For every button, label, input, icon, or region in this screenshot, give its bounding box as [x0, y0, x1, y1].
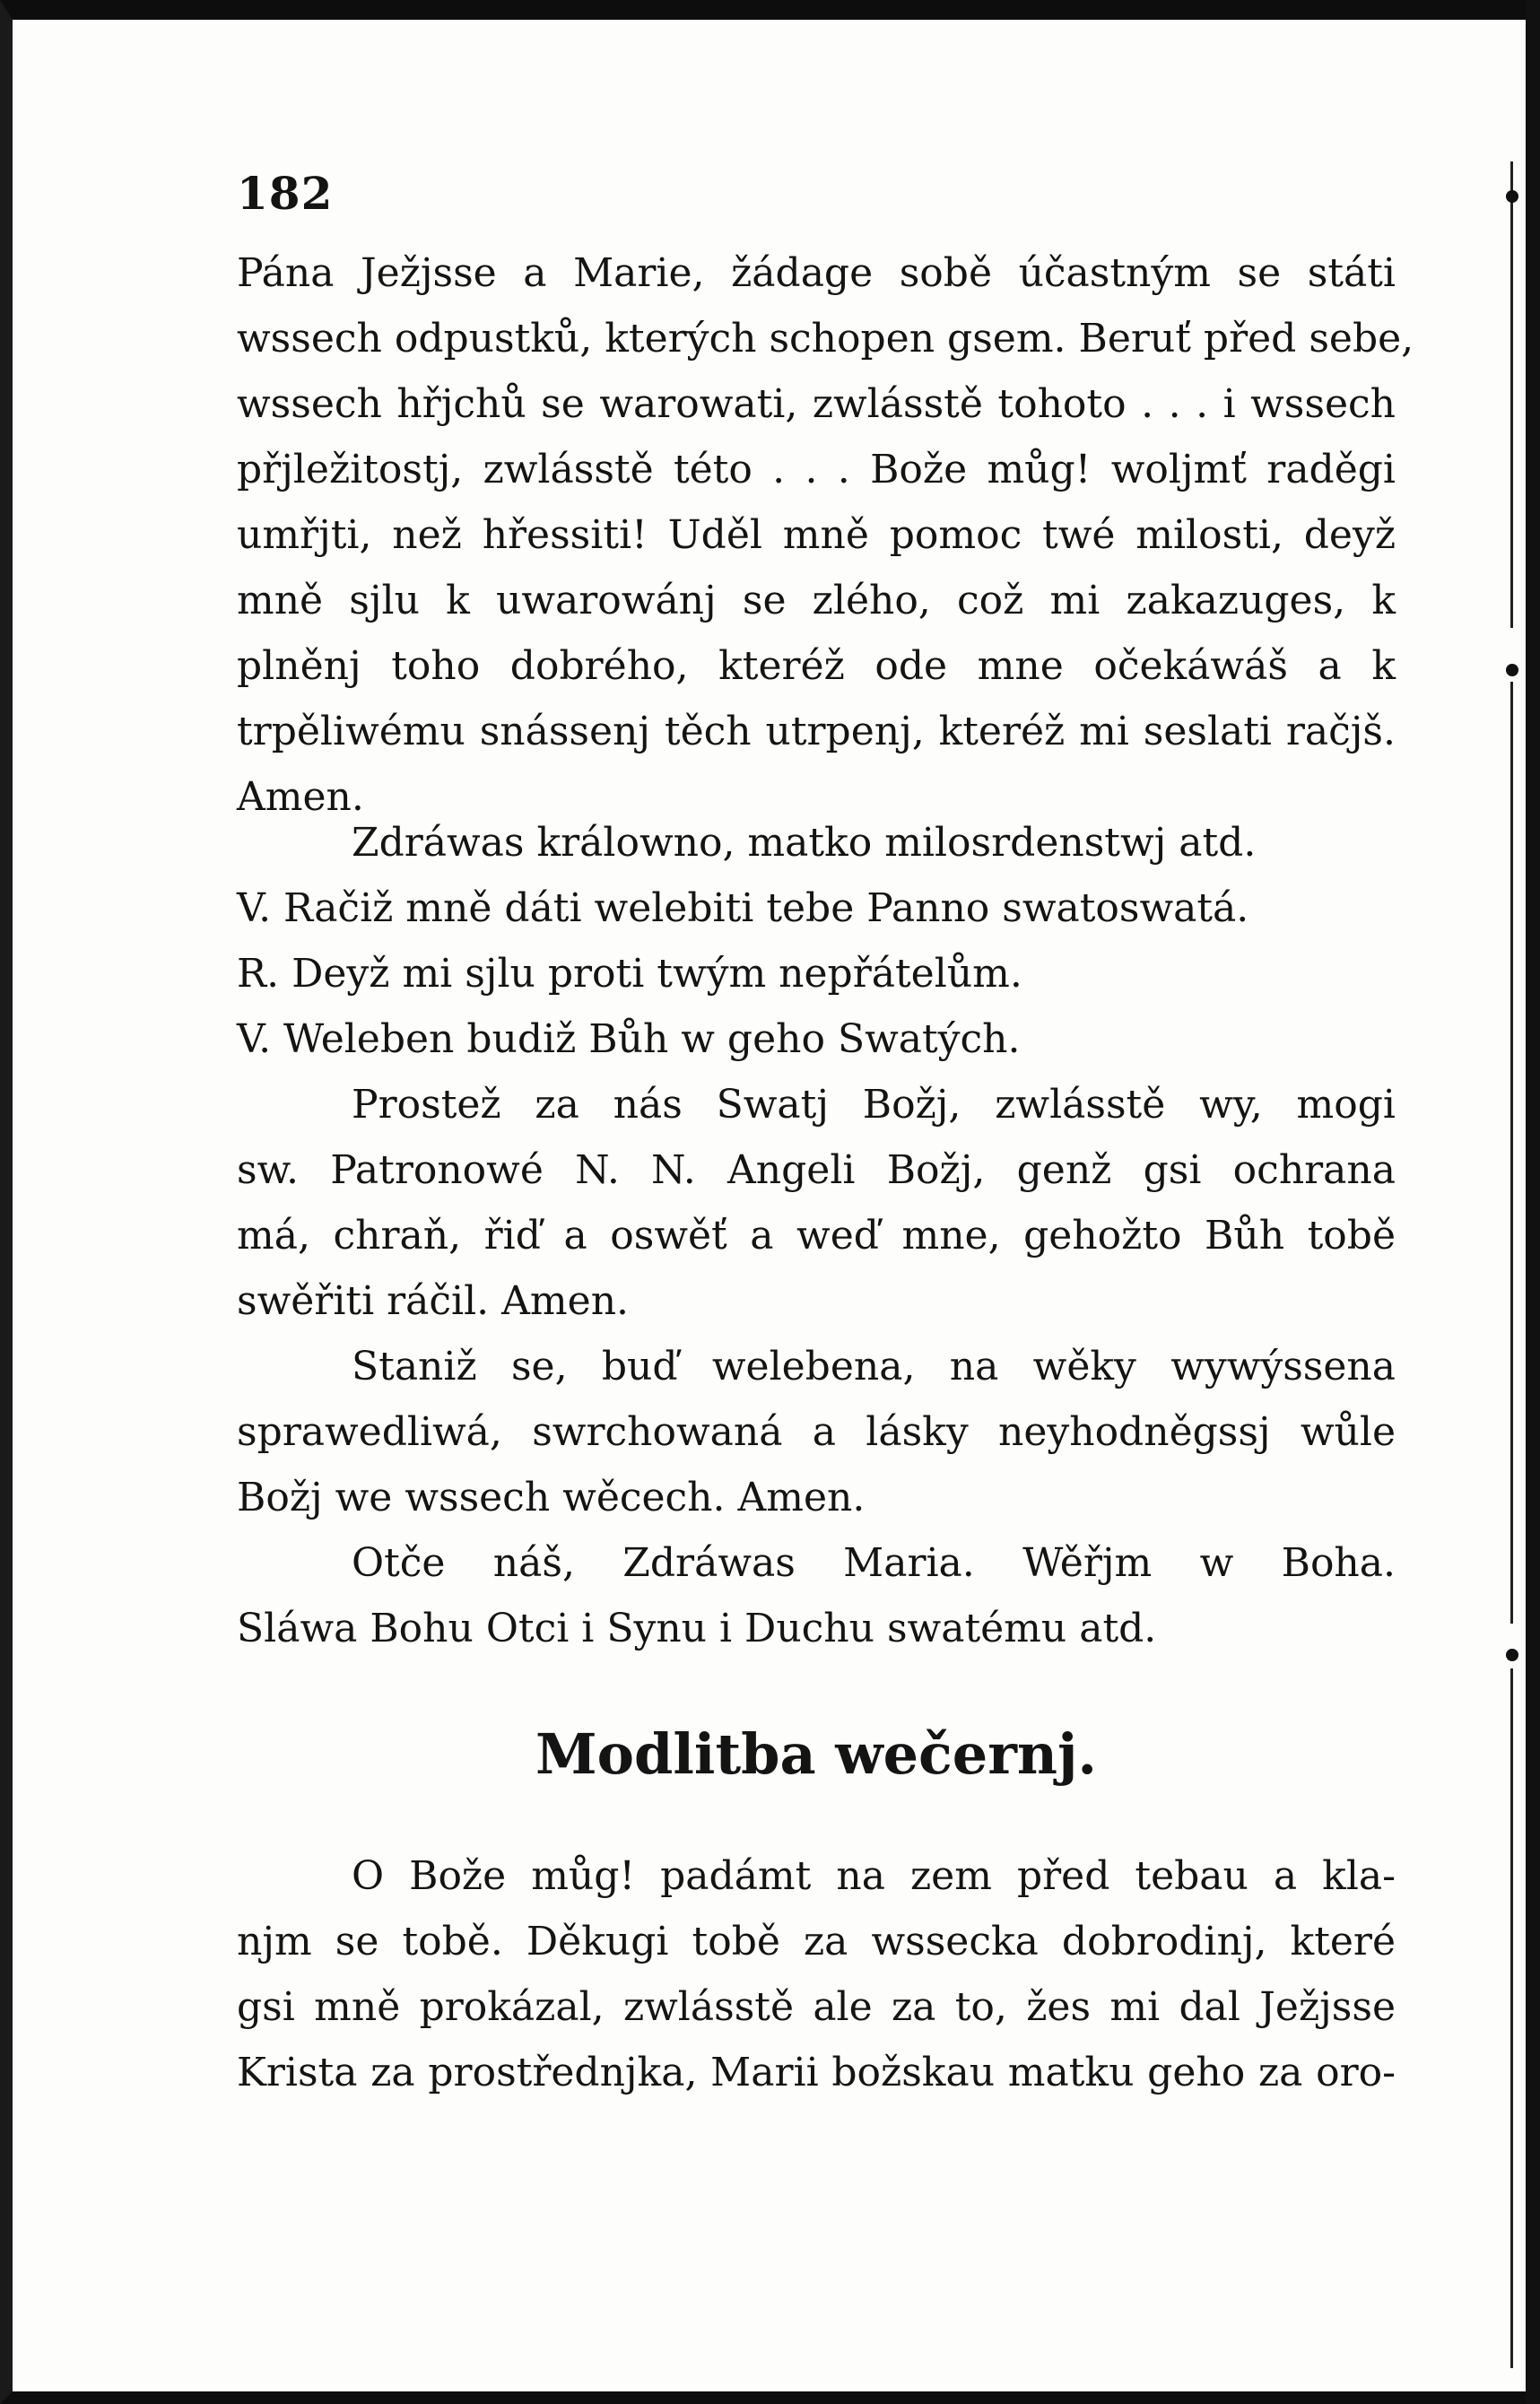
text-line: wssech hřjchů se warowati, zwlásstě tohoto . . . i wssech	[237, 381, 1396, 427]
text-line: O Bože můg! padámt na zem před tebau a kla-	[352, 1853, 1396, 1899]
versicle	[237, 875, 1396, 941]
text-line: gsi mně prokázal, zwlásstě ale za to, žes mi dal Ježjsse	[237, 1984, 1396, 2030]
text-line: sprawedliwá, swrchowaná a lásky neyhodněgssj wůle	[237, 1409, 1396, 1455]
text-line: V. Weleben budiž Bůh w geho Swatých.	[237, 1016, 1021, 1062]
versicle	[237, 1006, 1396, 1072]
response	[237, 941, 1396, 1006]
page-number: 182	[237, 167, 334, 220]
text-line: Otče náš, Zdráwas Maria. Wěřjm w Boha.	[352, 1540, 1396, 1586]
text-line: sw. Patronowé N. N. Angeli Božj, genž gsi ochrana	[237, 1147, 1396, 1193]
text-line: Božj we wssech wěcech. Amen.	[237, 1475, 866, 1520]
text-line: Sláwa Bohu Otci i Synu i Duchu swatému atd.	[237, 1606, 1157, 1651]
text-line: swěřiti ráčil. Amen.	[237, 1278, 630, 1324]
salve-regina-line	[237, 810, 1396, 875]
text-line: plněnj toho dobrého, kteréž ode mne očekáwáš a k	[237, 643, 1396, 689]
evening-prayer-paragraph	[237, 1843, 1396, 2105]
text-line: V. Račiž mně dáti welebiti tebe Panno swatoswatá.	[237, 885, 1249, 931]
text-line: Krista za prostřednjka, Marii božskau matku geho za oro-	[237, 2050, 1396, 2095]
text-line: njm se tobě. Děkugi tobě za wssecka dobrodinj, které	[237, 1919, 1396, 1964]
prayer-paragraph	[237, 240, 1414, 830]
page-edge-mark	[1506, 190, 1518, 203]
page-edge-mark	[1506, 1649, 1518, 1661]
page-edge-line	[1510, 1668, 1513, 2368]
text-line: wssech odpustků, kterých schopen gsem. Beruť před sebe,	[237, 316, 1414, 361]
prayer-paragraph	[237, 1530, 1396, 1661]
page-edge-line	[1510, 161, 1513, 628]
text-line: mně sjlu k uwarowánj se zlého, což mi zakazuges, k	[237, 578, 1396, 623]
page-edge-mark	[1506, 664, 1518, 676]
text-line: Prostež za nás Swatj Božj, zwlásstě wy, mogi	[352, 1082, 1396, 1128]
text-line: Amen.	[237, 774, 364, 820]
page-edge-line	[1510, 682, 1513, 1624]
prayer-paragraph	[237, 1334, 1396, 1530]
page-edge-shadow	[1526, 0, 1540, 2404]
text-line: Pána Ježjsse a Marie, žádage sobě účastným se státi	[237, 250, 1396, 296]
section-heading: Modlitba wečernj.	[535, 1721, 1097, 1787]
text-line: Staniž se, buď welebena, na wěky wywýssena	[352, 1344, 1396, 1389]
text-line: Zdráwas králowno, matko milosrdenstwj atd.	[352, 820, 1257, 866]
prayer-paragraph	[237, 1072, 1396, 1334]
text-line: R. Deyž mi sjlu proti twým nepřátelům.	[237, 951, 1022, 997]
text-line: přjležitostj, zwlásstě této . . . Bože můg! woljmť raděgi	[237, 447, 1396, 492]
text-line: má, chraň, řiď a oswěť a weď mne, gehožto Bůh tobě	[237, 1213, 1396, 1259]
text-line: trpěliwému snássenj těch utrpenj, kteréž mi seslati račjš.	[237, 709, 1396, 754]
text-line: umřjti, než hřessiti! Uděl mně pomoc twé milosti, deyž	[237, 512, 1396, 558]
